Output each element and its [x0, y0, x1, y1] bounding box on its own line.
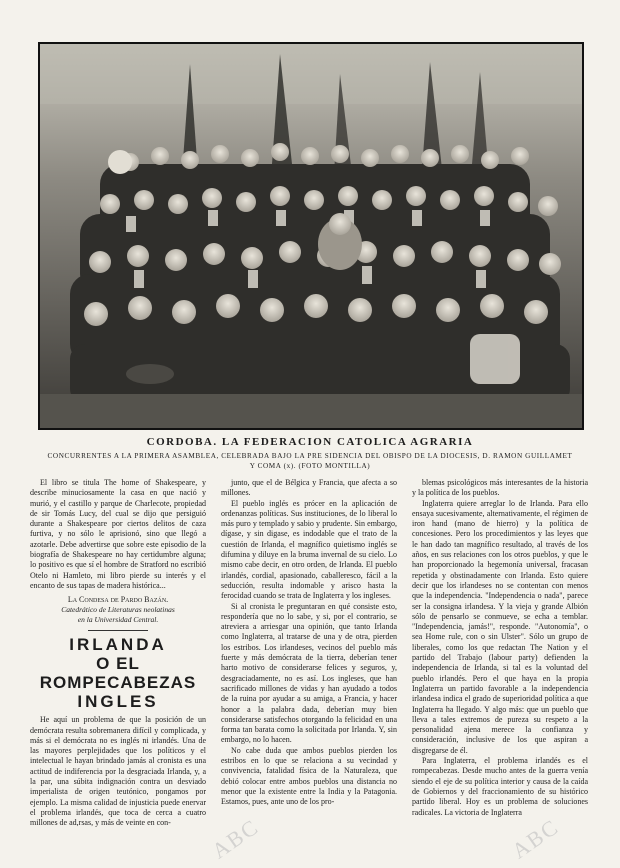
- author-role: en la Universidad Central.: [77, 615, 159, 625]
- article-title: [30, 635, 206, 711]
- group-photo: [38, 42, 584, 430]
- column-3: [412, 478, 588, 818]
- caption-line-1: CONCURRENTES A LA PRIMERA ASAMBLEA, CELEBRADA BAJO LA PRE SIDENCIA DEL OBISPO DE LA DIOCESIS, D. RAMON GUILLAMET: [47, 452, 573, 460]
- title-line-2: O EL ROMPECABEZAS: [39, 654, 197, 693]
- divider: [88, 630, 148, 631]
- paragraph: Si al cronista le preguntaran en qué consiste esto, respondería que no lo sabe, y si, por el contrario, se atreviera a arriesgar una opinión, que tanto Irlanda como Inglaterra, al tratarse de una y de otra, pierden los estribos. Los irlandeses, vecinos del pueblo más fuerte y más demócrata de la tierra, deberían tener harto motivo de considerarse felices y seguros, y, desgraciadamente, no es así. Los ingleses, que han sacrificado millones de vidas y han ayudado a todos de la ruina por ayudar a su amiga, a Francia, y hacer honor a la palabra dada, deberían muy bien considerarse satisfechos otorgando la felicidad en una forma tan barata como la solicitada por Irlanda. Y, sin embargo, no lo hacen.: [221, 601, 397, 745]
- paragraph: El libro se titula The home of Shakespeare, y describe minuciosamente la casa en que nació y murió, y el castillo y parque de Charlecote, propiedad de sir Tomás Lucy, del cual se dijo que persiguió durante a Shakespeare por ciertos delitos de caza furtiva, y no sólo le aprisionó, sino que llegó a azotarle. Debe advertirse que sobre este episodio de la biografía de Shakespeare no hay certidumbre alguna; lo positivo es que sí el hombre de Stratford no escribió Otelo ni Hamleto, mi libro pierde su interés y el encanto de sus tapas de madera histórica...: [30, 478, 206, 590]
- author-role: Catedrático de Literaturas neolatinas: [61, 605, 175, 615]
- photo-caption: [40, 451, 580, 471]
- paragraph: Inglaterra quiere arreglar lo de Irlanda. Para ello ensaya sucesivamente, alternativamente, el régimen de iron hand (mano de hierro) y la política de concesiones. Pero los procedimientos y las leyes que le han dado tan magnífico resultado, al través de los años, en sus relaciones con los otros pueblos, y que le han proporcionado la hegemonía universal, fracasan repetida y obstinadamente con Irlanda. Esto quiere decir que los irlandeses no se contentan con menos que la independencia. "Independencia o nada", parece ser la consigna irlandesa. Y la vieja y grande Albión sólo de pensarlo se conmueve, se echa a temblar. "Independencia, jamás!", responde. "Autonomía", o sea Home rule, con o sin Ulster". Sólo un grupo de liberales, como los que redactan The Nation y el partido del Trabajo (labour party) defienden la independencia de Irlanda, si tal es la voluntad del pueblo irlandés. Pero el que haya en la propia Inglaterra un partido favorable a la independencia irlandesa indica el grado de superioridad política a que Inglaterra ha llegado. Y algo más: que un pueblo que lleva a tales extremos de pureza su respeto a la personalidad ajena merece la confianza y consideración, inclusive de los que aspiran a disgregarse de él.: [412, 498, 588, 755]
- group-photo-icon: [40, 44, 582, 428]
- title-line-3: INGLES: [77, 692, 159, 712]
- paragraph: He aquí un problema de que la posición de un demócrata resulta sobremanera difícil y complicada, y más si el demócrata no es inglés ni irlandés. Una de las mayores perplejidades que los políticos y el intelectual le hayan brindado jamás al cronista es una actitud de indiferencia por la desgraciada Irlanda, y, a la par, una súbita indignación contra un desviado imperialista de origen teutónico, pongamos por ejemplo. La misma calidad de injusticia puede enervar el problema irlandés, que toca de cerca a cuatro millones de ad,rsas, y más de veinte en con-: [30, 715, 206, 828]
- author-name: La Condesa de Pardo Bazán.: [67, 595, 169, 605]
- caption-line-2: Y COMA (x). (FOTO MONTILLA): [249, 462, 371, 470]
- signature: [30, 595, 206, 625]
- watermark: ABC: [507, 813, 564, 864]
- paragraph: El pueblo inglés es prócer en la aplicación de ordenanzas políticas. Sus instituciones, de lo liberal lo más puro y templado y sabio y prudente. Sin embargo, dígase, y sin digase, es indodable que el trato de la cuestión de Irlanda, el magnífico quietismo inglés se difumina y diluye en la bruma invernal de su cielo. Lo mismo cabe decir, en otro orden, de Irlanda. El pueblo irlandés, cordial, apasionado, caballeresco, fácil a la seducción, resulta indomable y arisco hasta la ferocidad cuando se trata de Inglaterra y los ingleses.: [221, 498, 397, 601]
- title-line-1: IRLANDA: [69, 635, 167, 655]
- photo-headline: CORDOBA. LA FEDERACION CATOLICA AGRARIA: [146, 436, 474, 448]
- paragraph: Para Inglaterra, el problema irlandés es el rompecabezas. Desde mucho antes de la guerra venía siendo el eje de su política interior y causa de la caída de Gobiernos y del fraccionamiento de su histórico partido liberal. Hoy es un problema de soluciones radicales. La victoria de Inglaterra: [412, 756, 588, 817]
- paragraph: No cabe duda que ambos pueblos pierden los estribos en lo que se relaciona a su vecindad y convivencia, fatalidad física de la Naturaleza, que debió colocar entre ambos pueblos una distancia no menor que la existente entre la India y la Patagonia. Estamos, pues, ante uno de los pro-: [221, 745, 397, 807]
- paragraph: junto, que el de Bélgica y Francia, que afecta a so millones.: [221, 478, 397, 498]
- column-1: [30, 478, 206, 829]
- paragraph: blemas psicológicos más interesantes de la historia y la política de los pueblos.: [412, 478, 588, 498]
- column-2: [221, 478, 397, 808]
- watermark: ABC: [207, 813, 264, 864]
